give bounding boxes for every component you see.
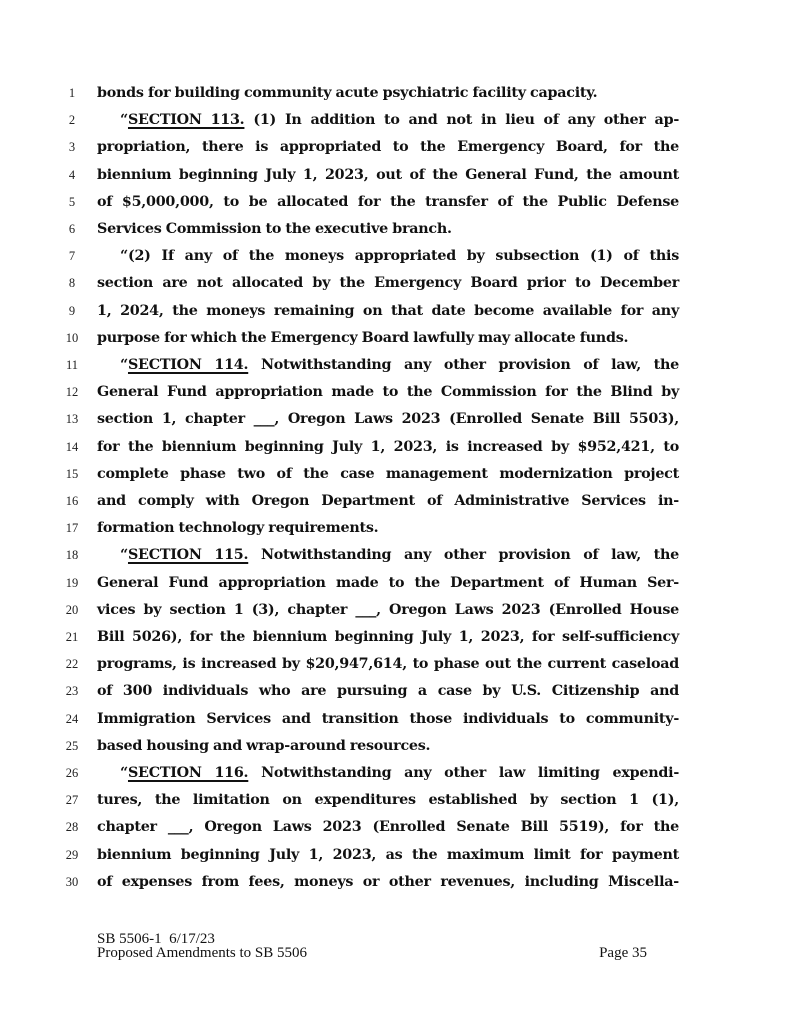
footer-description: Proposed Amendments to SB 5506 (97, 945, 308, 961)
line-text (97, 600, 679, 620)
document-line (0, 381, 800, 408)
line-number: 26 (65, 766, 79, 780)
line-number: 5 (68, 194, 76, 209)
line-number: 2 (68, 113, 76, 128)
line-text-segment: biennium beginning July 1, 2023, out of the General Fund, the amount (97, 166, 679, 183)
line-text-segment: “(2) If any of the moneys appropriated by subsection (1) of this (120, 248, 679, 265)
line-text-segment: “ (120, 357, 128, 373)
line-text-segment: purpose for which the Emergency Board lawfully may allocate funds. (97, 329, 629, 346)
line-text (97, 681, 679, 701)
footer-description-row (97, 946, 657, 960)
line-text-segment: complete phase two of the case management modernization project (97, 465, 679, 482)
line-number: 30 (65, 874, 79, 889)
line-text-segment: formation technology requirements. (97, 520, 379, 537)
document-line (0, 816, 800, 843)
document-line (0, 762, 800, 789)
document-line (0, 653, 800, 680)
document-line (0, 272, 800, 299)
line-text-segment: of $5,000,000, to be allocated for the transfer of the Public Defense (97, 193, 679, 210)
document-line (0, 327, 800, 354)
line-number: 17 (65, 521, 79, 536)
line-text (97, 464, 679, 484)
line-text-segment: bonds for building community acute psychiatric facility capacity. (97, 85, 598, 101)
line-text-segment: of 300 individuals who are pursuing a case by U.S. Citizenship and (97, 683, 679, 700)
line-text (97, 355, 679, 375)
document-line (0, 626, 800, 653)
line-text-segment: biennium beginning July 1, 2023, as the maximum limit for payment (97, 846, 679, 863)
line-text-segment: chapter ___, Oregon Laws 2023 (Enrolled Senate Bill 5519), for the (97, 819, 679, 836)
document-line (0, 109, 800, 136)
line-text (97, 137, 679, 157)
line-text-segment: Notwithstanding any other provision of law, the (248, 547, 680, 564)
section-heading: SECTION 114. (127, 357, 249, 373)
footer-bill-id: SB 5506-1 (97, 931, 162, 947)
document-line (0, 871, 800, 898)
line-text (97, 763, 679, 783)
line-text-segment: General Fund appropriation made to the Department of Human Ser- (97, 574, 679, 591)
line-text (97, 246, 679, 266)
document-line (0, 708, 800, 735)
line-text-segment: (1) In addition to and not in lieu of any other ap- (244, 112, 679, 129)
line-text-segment: tures, the limitation on expenditures established by section 1 (1), (97, 792, 679, 809)
document-line (0, 844, 800, 871)
line-text (97, 192, 679, 212)
line-number: 3 (68, 140, 76, 155)
line-text (97, 627, 679, 647)
line-number: 25 (65, 738, 79, 753)
line-text-segment: of expenses from fees, moneys or other revenues, including Miscella- (97, 873, 679, 890)
footer-bill-row (97, 932, 657, 946)
page-footer (97, 932, 657, 960)
document-line (0, 218, 800, 245)
line-text-segment: Notwithstanding any other provision of law, the (248, 357, 680, 373)
line-text-segment: Notwithstanding any other law limiting expendi- (248, 765, 680, 781)
line-text-segment: for the biennium beginning July 1, 2023, is increased by $952,421, to (97, 438, 679, 455)
line-text (97, 845, 679, 865)
document-line (0, 517, 800, 544)
line-text-segment: and comply with Oregon Department of Administrative Services in- (97, 493, 679, 509)
line-text (97, 709, 679, 729)
line-number: 19 (65, 575, 79, 590)
line-text (97, 545, 679, 565)
document-line (0, 164, 800, 191)
line-text (97, 437, 679, 457)
line-number: 20 (65, 602, 79, 617)
section-heading: SECTION 115. (127, 547, 249, 564)
line-number: 24 (65, 711, 79, 726)
document-line (0, 245, 800, 272)
line-number: 1 (68, 86, 76, 100)
line-text-segment: Immigration Services and transition those individuals to community- (97, 710, 679, 727)
document-line (0, 436, 800, 463)
document-line (0, 300, 800, 327)
line-number: 6 (68, 222, 76, 236)
document-line (0, 490, 800, 517)
line-text (97, 790, 679, 810)
line-number: 23 (65, 684, 79, 699)
document-line (0, 191, 800, 218)
line-text (97, 110, 679, 130)
line-text-segment: section 1, chapter ___, Oregon Laws 2023 (Enrolled Senate Bill 5503), (97, 411, 679, 428)
line-text (97, 165, 679, 185)
document-line (0, 599, 800, 626)
footer-date: 6/17/23 (169, 931, 215, 947)
line-number: 18 (65, 548, 79, 563)
document-line (0, 354, 800, 381)
line-text (97, 654, 679, 674)
line-text (97, 328, 679, 348)
line-number: 7 (68, 249, 76, 264)
line-text-segment: 1, 2024, the moneys remaining on that date become available for any (97, 302, 679, 319)
line-text-segment: Bill 5026), for the biennium beginning July 1, 2023, for self-sufficiency (97, 629, 679, 645)
line-number: 12 (65, 385, 79, 400)
section-heading: SECTION 116. (127, 765, 249, 781)
line-text (97, 409, 679, 429)
document-line (0, 408, 800, 435)
line-number: 16 (65, 494, 79, 508)
line-number: 13 (65, 412, 79, 427)
page-number: Page 35 (599, 945, 647, 961)
line-text (97, 83, 679, 103)
line-text-segment: “ (120, 547, 128, 564)
line-text-segment: “ (120, 765, 128, 781)
line-number: 14 (65, 439, 79, 454)
line-text-segment: propriation, there is appropriated to the Emergency Board, for the (97, 139, 679, 156)
line-text-segment: programs, is increased by $20,947,614, to phase out the current caseload (97, 656, 679, 673)
section-heading: SECTION 113. (127, 112, 245, 129)
line-number: 15 (65, 466, 79, 481)
document-line (0, 789, 800, 816)
line-text-segment: based housing and wrap-around resources. (97, 737, 431, 754)
line-number: 27 (65, 793, 79, 808)
line-text (97, 518, 679, 538)
line-number: 9 (68, 303, 76, 318)
document-line (0, 136, 800, 163)
line-text (97, 382, 679, 402)
line-text (97, 573, 679, 593)
line-text (97, 736, 679, 756)
line-text (97, 301, 679, 321)
line-number: 10 (65, 330, 79, 345)
line-number: 4 (68, 167, 76, 182)
line-number: 21 (65, 630, 79, 644)
line-text-segment: section are not allocated by the Emergency Board prior to December (97, 275, 679, 292)
line-number: 29 (65, 847, 79, 862)
line-number: 22 (65, 657, 79, 672)
line-text-segment: “ (120, 112, 128, 129)
line-text-segment: Services Commission to the executive branch. (97, 221, 452, 237)
document-line (0, 463, 800, 490)
line-text-segment: General Fund appropriation made to the Commission for the Blind by (97, 384, 679, 401)
line-number: 8 (68, 276, 76, 291)
document-line (0, 544, 800, 571)
line-text (97, 872, 679, 892)
document-line (0, 82, 800, 109)
document-line (0, 735, 800, 762)
line-text-segment: vices by section 1 (3), chapter ___, Oregon Laws 2023 (Enrolled House (97, 601, 679, 618)
line-text (97, 219, 679, 239)
document-line (0, 680, 800, 707)
line-number: 28 (65, 820, 79, 835)
document-line (0, 572, 800, 599)
line-number: 11 (65, 358, 79, 372)
line-text (97, 491, 679, 511)
line-text (97, 273, 679, 293)
line-text (97, 817, 679, 837)
